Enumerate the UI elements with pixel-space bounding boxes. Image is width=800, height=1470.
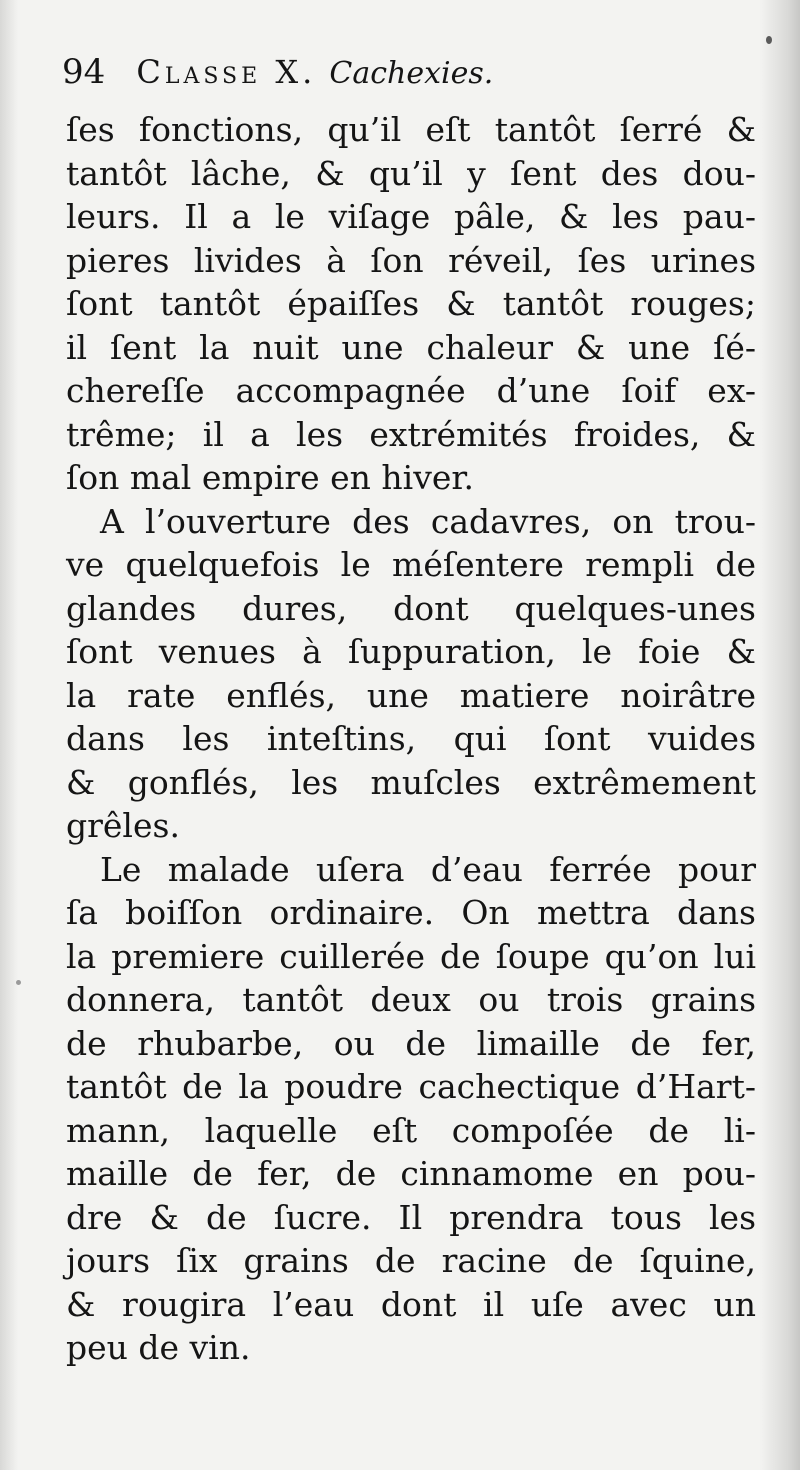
text-line: chereſſe accompagnée d’une ſoif ex- (66, 371, 756, 410)
text-line: la premiere cuillerée de ſoupe qu’on lui (66, 936, 756, 976)
text-line: leurs. Il a le viſage pâle, & les pau- (66, 197, 756, 236)
page-gutter-shadow (0, 0, 18, 1470)
text-line: pieres livides à ſon réveil, ſes urines (66, 240, 756, 280)
text-line: grêles. (66, 806, 180, 845)
text-line: trême; il a les extrémités froides, & (66, 414, 756, 454)
classe-title: Classe X. (136, 53, 317, 91)
text-line: la rate enflés, une matiere noirâtre (66, 675, 756, 715)
text-line: tantôt lâche, & qu’il y ſent des dou- (66, 153, 756, 193)
running-head (62, 52, 762, 100)
page-number: 94 (62, 52, 106, 92)
text-line: glandes dures, dont quelques-unes (66, 588, 756, 628)
text-line: dans les inteſtins, qui ſont vuides (66, 719, 756, 758)
text-line: de rhubarbe, ou de limaille de fer, (66, 1023, 756, 1063)
page-edge-shadow (760, 0, 800, 1470)
text-line: tantôt de la poudre cachectique d’Hart- (66, 1067, 756, 1106)
text-line: Le malade uſera d’eau ferrée pour (100, 849, 756, 889)
text-line: ſont tantôt épaiſſes & tantôt rouges; (66, 284, 756, 323)
text-line: il ſent la nuit une chaleur & une ſé- (66, 327, 756, 367)
text-line: ſes fonctions, qu’il eſt tantôt ſerré & (66, 110, 756, 149)
ink-speck (16, 980, 21, 985)
text-line: dre & de ſucre. Il prendra tous les (66, 1197, 756, 1237)
text-line: & rougira l’eau dont il uſe avec un (66, 1284, 756, 1324)
text-line: donnera, tantôt deux ou trois grains (66, 980, 756, 1019)
text-line: ve quelquefois le méſentere rempli de (66, 545, 756, 584)
section-title: Cachexies. (329, 56, 494, 91)
text-line: maille de fer, de cinnamome en pou- (66, 1154, 756, 1193)
text-line: peu de vin. (66, 1328, 251, 1367)
ink-speck (766, 36, 772, 44)
text-line: mann, laquelle eſt compoſée de li- (66, 1110, 756, 1150)
paragraph-2 (66, 500, 756, 848)
text-line: ſa boiſſon ordinaire. On mettra dans (66, 893, 756, 932)
paragraph-3 (66, 848, 756, 1370)
text-line: & gonflés, les muſcles extrêmement (66, 762, 756, 802)
text-line: A l’ouverture des cadavres, on trou- (100, 501, 756, 541)
text-line: ſon mal empire en hiver. (66, 458, 475, 497)
text-line: ſont venues à ſuppuration, le foie & (66, 632, 756, 671)
text-line: jours ſix grains de racine de ſquine, (66, 1241, 756, 1280)
paragraph-1 (66, 108, 756, 500)
text-body (66, 108, 756, 1370)
